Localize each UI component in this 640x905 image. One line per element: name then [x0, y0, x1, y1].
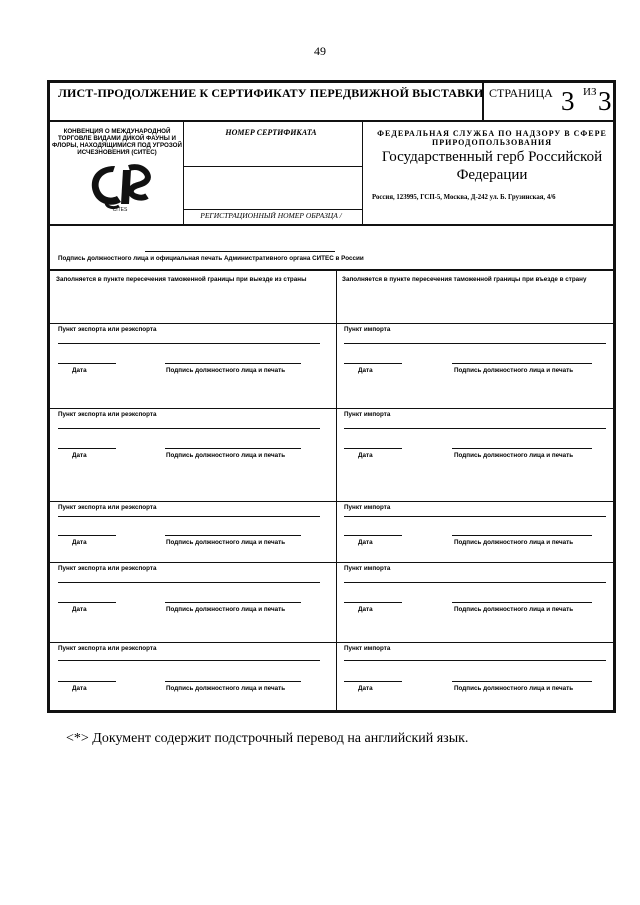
export-signature-field[interactable]: [165, 448, 301, 449]
export-date-field[interactable]: [58, 681, 116, 682]
page-current: 3: [561, 86, 575, 116]
import-signature-field[interactable]: [452, 363, 592, 364]
cites-convention-name: КОНВЕНЦИЯ О МЕЖДУНАРОДНОЙ ТОРГОВЛЕ ВИДАМИ ДИКОЙ ФАУНЫ И ФЛОРЫ, НАХОДЯЩИМИСЯ ПОД УГРОЗОЙ ИСЧЕЗНОВЕНИЯ (СИТЕС): [52, 128, 182, 156]
header-bottom-divider: [47, 224, 616, 226]
import-date-label: Дата: [358, 606, 373, 613]
import-signature-label: Подпись должностного лица и печать: [454, 606, 574, 613]
page-number: 49: [314, 44, 326, 58]
footnote: <*> Документ содержит подстрочный перевод на английский язык.: [66, 731, 469, 746]
export-signature-field[interactable]: [165, 602, 301, 603]
registration-number-divider: [183, 209, 362, 210]
section-divider: [47, 501, 616, 502]
export-signature-field[interactable]: [165, 681, 301, 682]
export-signature-field[interactable]: [165, 535, 301, 536]
export-point-label: Пункт экспорта или реэкспорта: [58, 645, 157, 652]
export-signature-label: Подпись должностного лица и печать: [166, 685, 286, 693]
export-import-divider: [336, 269, 337, 713]
export-date-label: Дата: [72, 538, 87, 546]
agency-emblem-text: Государственный герб Российской Федерации: [381, 149, 603, 183]
cites-logo: [85, 160, 155, 217]
official-signature-line: [145, 251, 335, 252]
import-signature-field[interactable]: [452, 602, 592, 603]
export-date-field[interactable]: [58, 363, 116, 364]
import-signature-field[interactable]: [452, 448, 592, 449]
import-signature-field[interactable]: [452, 681, 592, 682]
export-point-field[interactable]: [58, 660, 320, 661]
export-point-field[interactable]: [58, 516, 320, 517]
export-signature-label: Подпись должностного лица и печать: [166, 452, 286, 459]
export-signature-label: Подпись должностного лица и печать: [166, 606, 286, 613]
export-point-label: Пункт экспорта или реэкспорта: [58, 326, 157, 333]
import-date-field[interactable]: [344, 681, 402, 682]
import-signature-label: Подпись должностного лица и печать: [454, 685, 574, 693]
import-point-field[interactable]: [344, 516, 606, 517]
export-point-label: Пункт экспорта или реэкспорта: [58, 504, 157, 511]
import-date-field[interactable]: [344, 602, 402, 603]
export-date-field[interactable]: [58, 602, 116, 603]
import-point-field[interactable]: [344, 343, 606, 344]
import-point-label: Пункт импорта: [344, 326, 391, 333]
import-point-label: Пункт импорта: [344, 411, 391, 418]
import-signature-field[interactable]: [452, 535, 592, 536]
import-date-field[interactable]: [344, 535, 402, 536]
cites-logo-text: CITES: [112, 207, 128, 212]
import-point-field[interactable]: [344, 582, 606, 583]
registration-number-label: РЕГИСТРАЦИОННЫЙ НОМЕР ОБРАЗЦА /: [200, 211, 342, 220]
import-signature-label: Подпись должностного лица и печать: [454, 367, 574, 374]
import-point-field[interactable]: [344, 428, 606, 429]
title-row-divider: [47, 120, 616, 122]
import-date-label: Дата: [358, 367, 373, 374]
import-date-label: Дата: [358, 452, 373, 459]
import-date-field[interactable]: [344, 448, 402, 449]
official-signature-divider: [47, 269, 616, 271]
import-signature-label: Подпись должностного лица и печать: [454, 538, 574, 546]
official-signature-label: Подпись должностного лица и официальная печать Административного органа СИТЕС в России: [58, 255, 364, 262]
export-signature-label: Подпись должностного лица и печать: [166, 367, 286, 374]
header-row-divider: [47, 323, 616, 324]
page-total: 3: [598, 86, 612, 116]
export-point-label: Пункт экспорта или реэкспорта: [58, 411, 157, 418]
export-point-field[interactable]: [58, 343, 320, 344]
export-signature-label: Подпись должностного лица и печать: [166, 538, 286, 546]
export-date-label: Дата: [72, 367, 87, 374]
certificate-number-label: НОМЕР СЕРТИФИКАТА: [225, 128, 317, 137]
export-point-field[interactable]: [58, 428, 320, 429]
export-column-header: Заполняется в пункте пересечения таможенной границы при выезде из страны: [56, 276, 307, 283]
import-point-label: Пункт импорта: [344, 565, 391, 572]
export-date-field[interactable]: [58, 448, 116, 449]
agency-address: Россия, 123995, ГСП-5, Москва, Д-242 ул. Б. Грузинская, 4/6: [372, 194, 556, 201]
page-of-label: ИЗ: [583, 86, 597, 98]
section-divider: [47, 562, 616, 563]
agency-name: ФЕДЕРАЛЬНАЯ СЛУЖБА ПО НАДЗОРУ В СФЕРЕ ПРИРОДОПОЛЬЗОВАНИЯ: [377, 129, 607, 147]
export-date-label: Дата: [72, 685, 87, 693]
import-point-field[interactable]: [344, 660, 606, 661]
import-date-label: Дата: [358, 685, 373, 693]
export-date-field[interactable]: [58, 535, 116, 536]
agency-cell-divider: [362, 120, 363, 224]
import-point-label: Пункт импорта: [344, 645, 391, 652]
import-column-header: Заполняется в пункте пересечения таможенной границы при въезде в страну: [342, 276, 587, 283]
import-date-field[interactable]: [344, 363, 402, 364]
import-date-label: Дата: [358, 538, 373, 546]
export-point-label: Пункт экспорта или реэкспорта: [58, 565, 157, 572]
certificate-number-divider: [183, 166, 362, 167]
import-signature-label: Подпись должностного лица и печать: [454, 452, 574, 459]
section-divider: [47, 642, 616, 643]
export-date-label: Дата: [72, 606, 87, 613]
form-title: ЛИСТ-ПРОДОЛЖЕНИЕ К СЕРТИФИКАТУ ПЕРЕДВИЖНОЙ ВЫСТАВКИ: [58, 86, 484, 100]
section-divider: [47, 408, 616, 409]
export-point-field[interactable]: [58, 582, 320, 583]
import-point-label: Пункт импорта: [344, 504, 391, 511]
export-signature-field[interactable]: [165, 363, 301, 364]
export-date-label: Дата: [72, 452, 87, 459]
page-label: СТРАНИЦА: [489, 86, 553, 100]
